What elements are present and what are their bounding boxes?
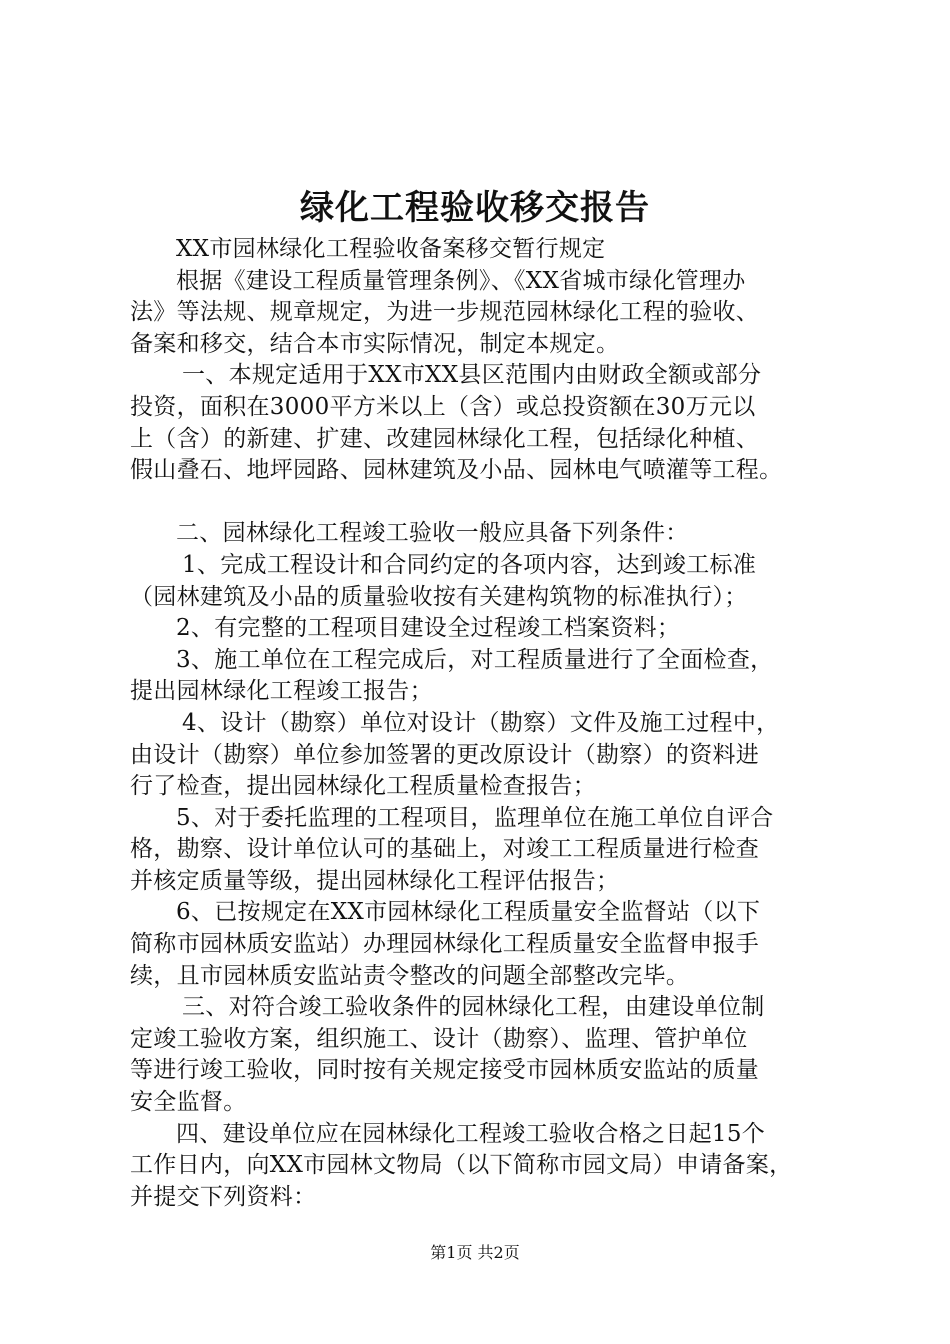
paragraph-line: 2、有完整的工程项目建设全过程竣工档案资料； bbox=[176, 615, 681, 642]
page-footer: 第1页 共2页 bbox=[430, 1243, 520, 1262]
paragraph-line: 6、已按规定在XX市园林绿化工程质量安全监督站（以下 bbox=[176, 899, 761, 926]
paragraph-line: 备案和移交，结合本市实际情况，制定本规定。 bbox=[130, 330, 620, 357]
paragraph-line: 简称市园林质安监站）办理园林绿化工程质量安全监督申报手 bbox=[130, 931, 760, 958]
paragraph-line: 5、对于委托监理的工程项目，监理单位在施工单位自评合 bbox=[176, 804, 774, 831]
paragraph-line: XX市园林绿化工程验收备案移交暂行规定 bbox=[176, 236, 606, 262]
paragraph-line: 三、对符合竣工验收条件的园林绿化工程，由建设单位制 bbox=[182, 994, 765, 1021]
paragraph-line: 四、建设单位应在园林绿化工程竣工验收合格之日起15个 bbox=[176, 1120, 766, 1147]
paragraph-line: 1、完成工程设计和合同约定的各项内容，达到竣工标准 bbox=[182, 551, 757, 578]
paragraph-line: 续，且市园林质安监站责令整改的问题全部整改完毕。 bbox=[130, 962, 690, 989]
paragraph-line: 工作日内，向XX市园林文物局（以下简称市园文局）申请备案， bbox=[130, 1152, 793, 1179]
paragraph-line: 行了检查，提出园林绿化工程质量检查报告； bbox=[130, 773, 596, 800]
paragraph-line: 并提交下列资料： bbox=[130, 1183, 317, 1210]
document-body bbox=[130, 234, 840, 1213]
paragraph-line: 并核定质量等级，提出园林绿化工程评估报告； bbox=[130, 867, 620, 894]
paragraph-line: 4、设计（勘察）单位对设计（勘察）文件及施工过程中， bbox=[182, 709, 780, 736]
paragraph-line: 提出园林绿化工程竣工报告； bbox=[130, 678, 433, 705]
paragraph-line: 投资，面积在3000平方米以上（含）或总投资额在30万元以 bbox=[130, 393, 756, 420]
paragraph-gap bbox=[130, 487, 840, 519]
paragraph-line: 法》等法规、规章规定，为进一步规范园林绿化工程的验收、 bbox=[130, 299, 760, 326]
paragraph-line: 二、园林绿化工程竣工验收一般应具备下列条件： bbox=[176, 520, 689, 547]
paragraph-line: 格，勘察、设计单位认可的基础上，对竣工工程质量进行检查 bbox=[130, 836, 760, 863]
paragraph-line: 3、施工单位在工程完成后，对工程质量进行了全面检查， bbox=[176, 646, 774, 673]
paragraph-line: 假山叠石、地坪园路、园林建筑及小品、园林电气喷灌等工程。 bbox=[130, 457, 783, 484]
paragraph-line: 定竣工验收方案，组织施工、设计（勘察）、监理、管护单位 bbox=[130, 1025, 748, 1052]
paragraph-line: 安全监督。 bbox=[130, 1089, 247, 1116]
paragraph-line: 由设计（勘察）单位参加签署的更改原设计（勘察）的资料进 bbox=[130, 741, 760, 768]
paragraph-line: （园林建筑及小品的质量验收按有关建构筑物的标准执行）； bbox=[130, 583, 748, 610]
paragraph-line: 等进行竣工验收，同时按有关规定接受市园林质安监站的质量 bbox=[130, 1057, 760, 1084]
paragraph-line: 上（含）的新建、扩建、改建园林绿化工程，包括绿化种植、 bbox=[130, 425, 760, 452]
paragraph-line: 根据《建设工程质量管理条例》、《XX省城市绿化管理办 bbox=[176, 267, 746, 294]
document-title: 绿化工程验收移交报告 bbox=[300, 188, 650, 228]
paragraph-line: 一、本规定适用于XX市XX县区范围内由财政全额或部分 bbox=[182, 362, 762, 389]
